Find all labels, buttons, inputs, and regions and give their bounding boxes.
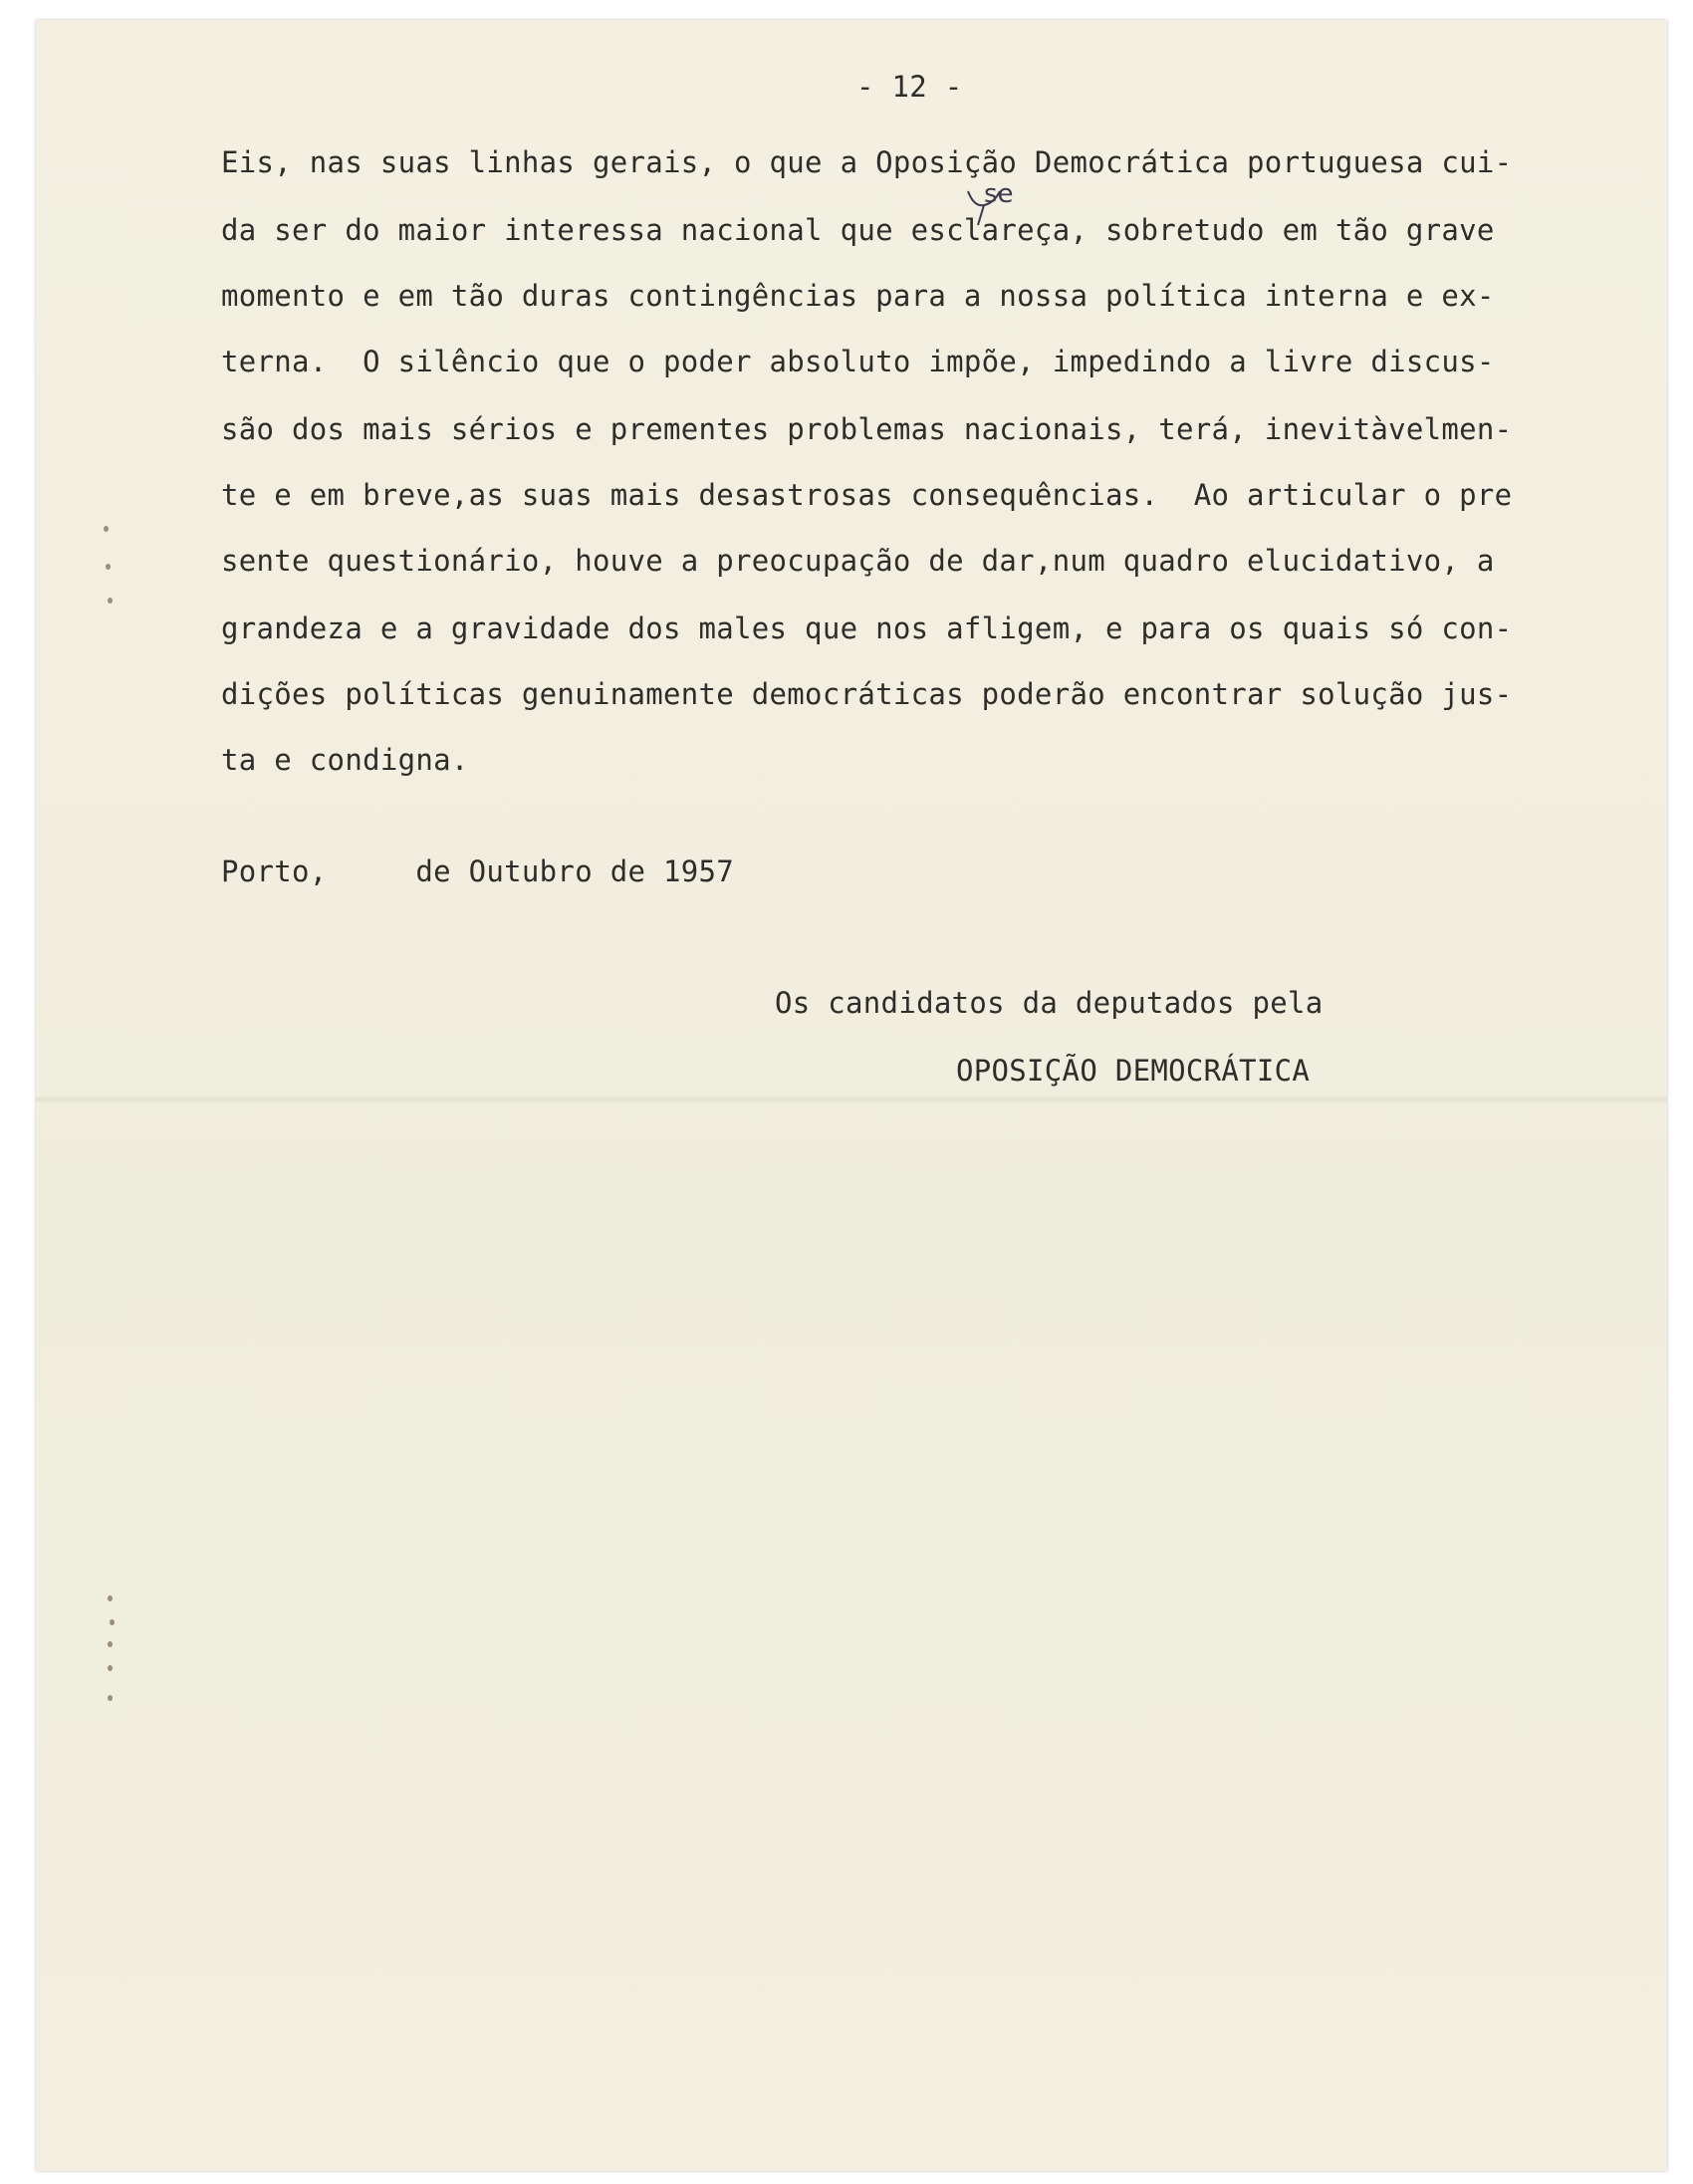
organization-name: OPOSIÇÃO DEMOCRÁTICA bbox=[956, 1054, 1311, 1088]
margin-mark bbox=[108, 1665, 113, 1671]
body-line: terna. O silêncio que o poder absoluto impõe, impedindo a livre discus- bbox=[221, 345, 1495, 378]
body-line: são dos mais sérios e prementes problemas nacionais, terá, inevitàvelmen- bbox=[221, 412, 1513, 446]
body-line: sente questionário, houve a preocupação de dar,num quadro elucidativo, a bbox=[221, 544, 1495, 578]
handwritten-insert: se bbox=[984, 179, 1014, 209]
body-line: te e em breve,as suas mais desastrosas consequências. Ao articular o pre bbox=[221, 478, 1513, 512]
margin-mark bbox=[108, 598, 113, 604]
margin-mark bbox=[106, 564, 111, 570]
signature-line: Os candidatos da deputados pela bbox=[775, 986, 1324, 1020]
paper-fold bbox=[36, 1095, 1667, 1103]
body-line: Eis, nas suas linhas gerais, o que a Oposição Democrática portuguesa cui- bbox=[221, 145, 1513, 179]
margin-mark bbox=[108, 1595, 113, 1601]
margin-mark bbox=[110, 1619, 115, 1625]
body-line: da ser do maior interessa nacional que esclareça, sobretudo em tão grave bbox=[221, 213, 1495, 247]
margin-mark bbox=[108, 1641, 113, 1647]
body-line: grandeza e a gravidade dos males que nos afligem, e para os quais só con- bbox=[221, 611, 1513, 645]
body-line: momento e em tão duras contingências para a nossa política interna e ex- bbox=[221, 279, 1495, 313]
page-number: - 12 - bbox=[856, 70, 963, 104]
body-line: dições políticas genuinamente democráticas poderão encontrar solução jus- bbox=[221, 677, 1513, 711]
margin-mark bbox=[108, 1695, 113, 1701]
margin-mark bbox=[104, 526, 109, 532]
place-date: Porto, de Outubro de 1957 bbox=[221, 854, 735, 888]
body-line: ta e condigna. bbox=[221, 743, 469, 777]
